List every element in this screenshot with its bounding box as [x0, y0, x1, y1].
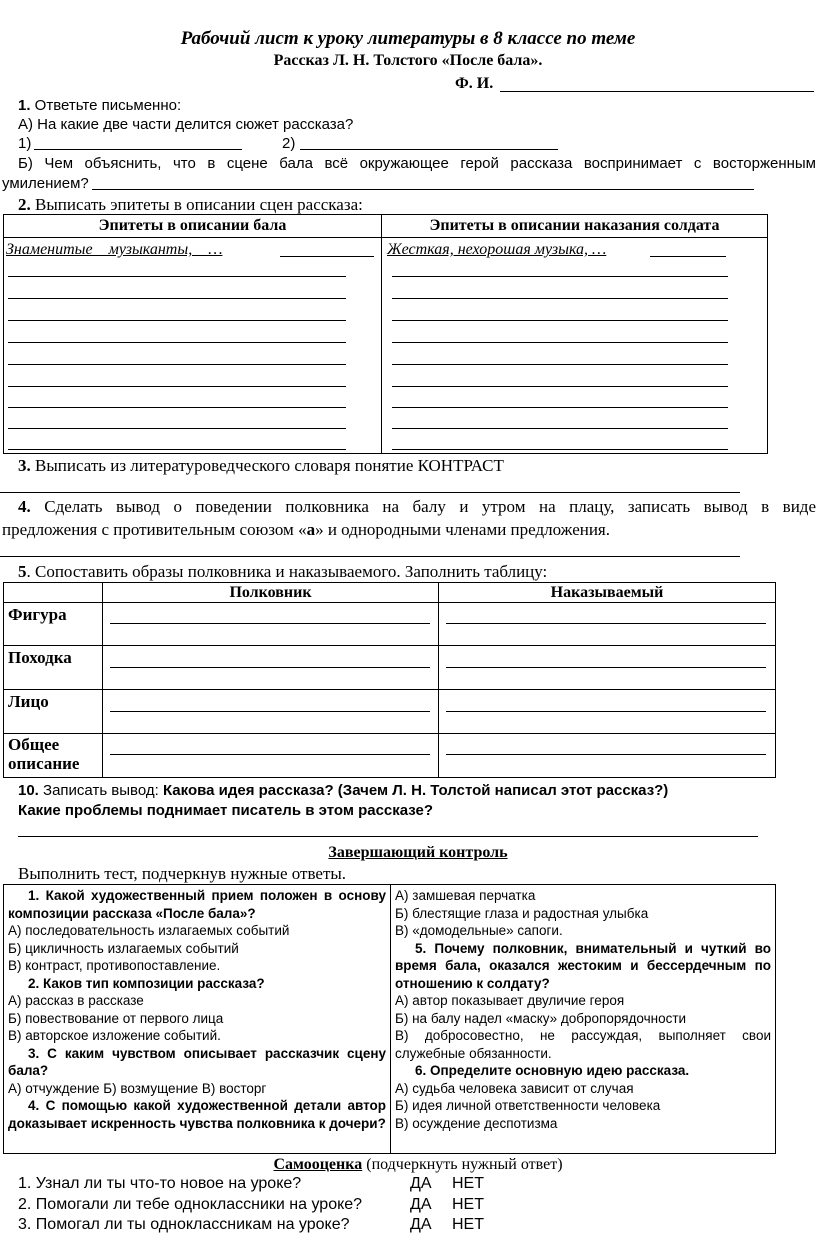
epithets-punishment-cell[interactable]: [382, 238, 768, 454]
write-line[interactable]: [8, 320, 346, 321]
test-answer-option[interactable]: В) контраст, противопоставление.: [8, 958, 221, 973]
test-question: 6. Определите основную идею рассказа.: [415, 1063, 690, 1078]
write-line[interactable]: [8, 386, 346, 387]
write-line[interactable]: [8, 428, 346, 429]
comparison-table: [3, 582, 776, 778]
write-line[interactable]: [8, 298, 346, 299]
test-question: 2. Каков тип композиции рассказа?: [28, 975, 265, 991]
test-question: 1. Какой художественный прием положен в основу композиции рассказа «После бала»?: [8, 888, 386, 921]
test-answer-option[interactable]: В) авторское изложение событий.: [8, 1028, 221, 1043]
task1-answer2-label: 2): [282, 135, 296, 152]
test-answer-option[interactable]: В) осуждение деспотизма: [395, 1115, 558, 1131]
self-question: 2. Помогали ли тебе одноклассники на уроке?: [18, 1196, 363, 1213]
comparison-row-label: Общее описание: [4, 734, 103, 778]
task3-answer-field[interactable]: [0, 492, 740, 493]
task1-question-a: А) На какие две части делится сюжет рассказа?: [18, 116, 354, 133]
test-answer-option[interactable]: А) отчуждение Б) возмущение В) восторг: [8, 1080, 267, 1096]
epithets-ball-cell[interactable]: [4, 238, 382, 454]
write-line[interactable]: [8, 276, 346, 277]
write-line[interactable]: [392, 428, 728, 429]
control-instructions: Выполнить тест, подчеркнув нужные ответы.: [18, 864, 347, 883]
epithets-col-ball: Эпитеты в описании бала: [4, 215, 382, 238]
task10-heading: 10. Записать вывод: Какова идея рассказа? (Зачем Л. Н. Толстой написал этот рассказ?): [18, 782, 669, 799]
write-line[interactable]: [392, 320, 728, 321]
epithets-table: [3, 214, 768, 454]
task1-answer-b-field[interactable]: [92, 189, 754, 190]
task4-heading-cont: предложения с противительным союзом «а» и однородными членами предложения.: [2, 520, 611, 539]
write-line[interactable]: [392, 342, 728, 343]
self-yes-option[interactable]: ДА: [410, 1196, 432, 1213]
task1-heading: 1. Ответьте письменно:: [18, 97, 182, 114]
task5-heading: 5. Сопоставить образы полковника и наказываемого. Заполнить таблицу:: [18, 562, 548, 581]
write-line[interactable]: [8, 342, 346, 343]
page-title: Рабочий лист к уроку литературы в 8 классе по теме: [180, 28, 636, 49]
write-line[interactable]: [392, 407, 728, 408]
self-no-option[interactable]: НЕТ: [452, 1196, 484, 1213]
epithets-ball-example: Знаменитые музыканты, …: [6, 241, 223, 258]
fio-field[interactable]: [500, 91, 814, 92]
comparison-row-label: Походка: [4, 646, 103, 690]
test-question: 3. С каким чувством описывает рассказчик сцену бала?: [8, 1045, 386, 1078]
comparison-row-label: Фигура: [4, 603, 103, 646]
comparison-cell[interactable]: [103, 603, 439, 646]
test-answer-option[interactable]: А) последовательность излагаемых событий: [8, 923, 290, 938]
page-subtitle: Рассказ Л. Н. Толстого «После бала».: [273, 52, 543, 69]
write-line[interactable]: [392, 298, 728, 299]
test-question: 5. Почему полковник, внимательный и чуткий во время бала, оказался жестоким и бессердечным по отношению к солдату?: [395, 940, 771, 991]
task1-answer1-label: 1): [18, 135, 32, 152]
self-yes-option[interactable]: ДА: [410, 1175, 432, 1192]
self-no-option[interactable]: НЕТ: [452, 1216, 484, 1233]
write-line[interactable]: [392, 386, 728, 387]
write-line[interactable]: [8, 364, 346, 365]
task1-answer1-field[interactable]: [34, 149, 242, 150]
test-table: [3, 884, 776, 1154]
test-answer-option[interactable]: А) судьба человека зависит от случая: [395, 1080, 634, 1096]
fio-label: Ф. И.: [455, 75, 494, 92]
task10-question2: Какие проблемы поднимает писатель в этом рассказе?: [18, 802, 434, 819]
comparison-cell[interactable]: [439, 603, 776, 646]
task4-answer-field[interactable]: [0, 556, 740, 557]
task3-heading: 3. Выписать из литературоведческого словаря понятие КОНТРАСТ: [18, 456, 504, 475]
test-answer-option[interactable]: Б) цикличность излагаемых событий: [8, 940, 239, 956]
test-answer-option[interactable]: Б) идея личной ответственности человека: [395, 1098, 661, 1113]
write-line[interactable]: [8, 407, 346, 408]
comparison-col-punished: Наказываемый: [439, 583, 776, 603]
comparison-row-label: Лицо: [4, 690, 103, 734]
write-line[interactable]: [392, 364, 728, 365]
epithets-col-punishment: Эпитеты в описании наказания солдата: [382, 215, 768, 238]
test-answer-option[interactable]: А) автор показывает двуличие героя: [395, 993, 625, 1008]
test-answer-option[interactable]: А) замшевая перчатка: [395, 888, 536, 903]
self-question: 3. Помогал ли ты одноклассникам на уроке?: [18, 1216, 350, 1233]
test-question: 4. С помощью какой художественной детали автор доказывает искренность чувства полковника к дочери?: [8, 1098, 386, 1131]
task1-answer2-field[interactable]: [300, 149, 558, 150]
task4-heading: 4. Сделать вывод о поведении полковника на балу и утром на плацу, записать вывод в виде: [18, 497, 816, 516]
task2-heading: 2. Выписать эпитеты в описании сцен рассказа:: [18, 195, 363, 214]
self-question: 1. Узнал ли ты что-то новое на уроке?: [18, 1175, 302, 1192]
test-answer-option[interactable]: В) «домодельные» сапоги.: [395, 923, 563, 938]
task10-answer-field[interactable]: [18, 836, 758, 837]
self-assessment-heading: Самооценка (подчеркнуть нужный ответ): [273, 1156, 563, 1173]
epithets-punishment-example: Жесткая, нехорошая музыка, …: [387, 241, 607, 258]
task1-question-b: Б) Чем объяснить, что в сцене бала всё окружающее герой рассказа воспринимает с восторженным: [18, 155, 816, 172]
test-right-column: [391, 885, 776, 1154]
write-line[interactable]: [392, 276, 728, 277]
comparison-cell[interactable]: [439, 734, 776, 778]
test-left-column: [4, 885, 391, 1154]
test-answer-option[interactable]: Б) на балу надел «маску» добропорядочности: [395, 1010, 687, 1026]
test-answer-option[interactable]: Б) блестящие глаза и радостная улыбка: [395, 905, 649, 921]
test-answer-option[interactable]: В) добросовестно, не рассуждая, выполняет свои служебные обязанности.: [395, 1028, 771, 1061]
test-answer-option[interactable]: А) рассказ в рассказе: [8, 993, 144, 1008]
self-no-option[interactable]: НЕТ: [452, 1175, 484, 1192]
comparison-col-colonel: Полковник: [103, 583, 439, 603]
test-answer-option[interactable]: Б) повествование от первого лица: [8, 1010, 224, 1026]
write-line[interactable]: [8, 449, 346, 450]
comparison-cell[interactable]: [103, 734, 439, 778]
task1-question-b-cont: умилением?: [2, 175, 89, 192]
write-line[interactable]: [392, 449, 728, 450]
control-title: Завершающий контроль: [328, 844, 508, 861]
self-yes-option[interactable]: ДА: [410, 1216, 432, 1233]
